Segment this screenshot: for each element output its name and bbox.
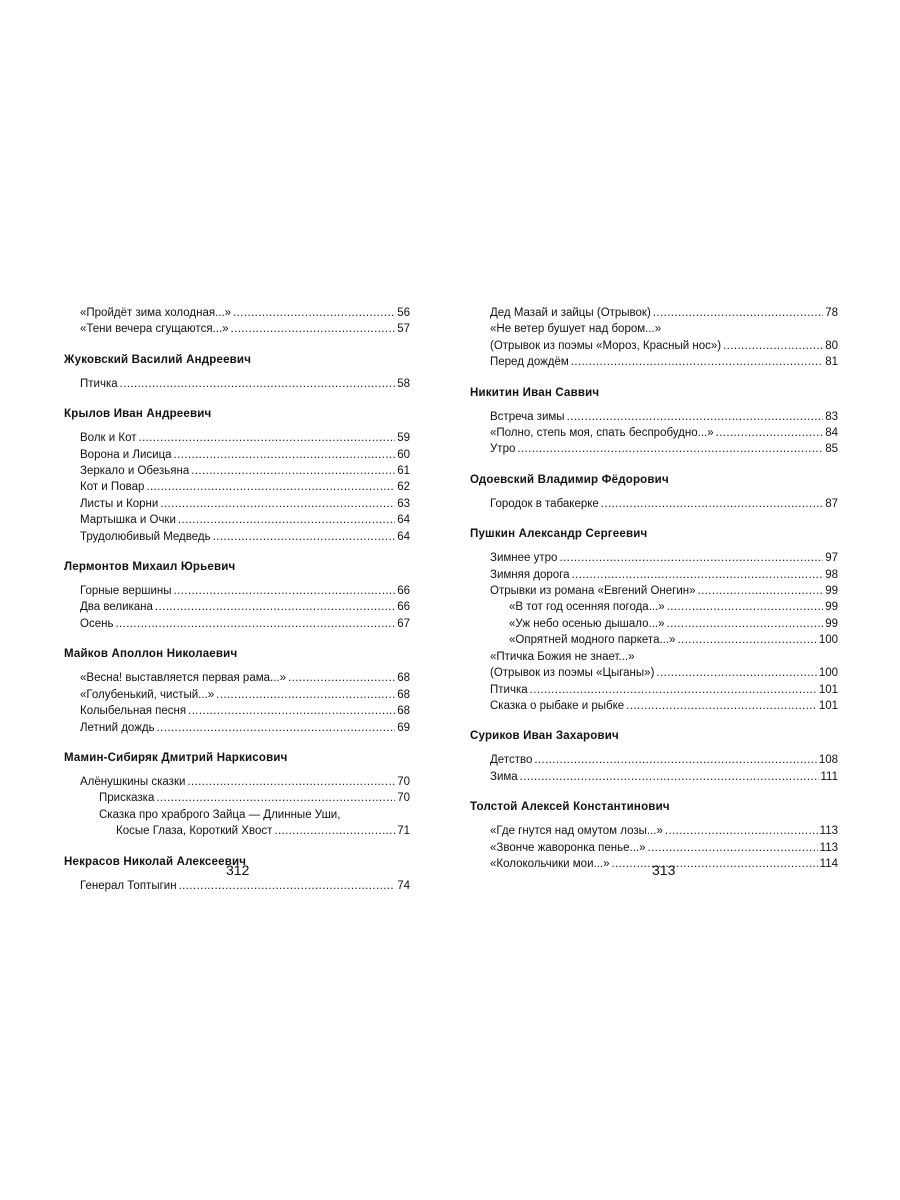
- toc-entry: Зимнее утро . . . 97: [490, 550, 838, 566]
- right-page: [470, 305, 838, 872]
- toc-entry: Сказка о рыбаке и рыбке . . . 101: [490, 698, 838, 714]
- toc-entry: Птичка . . . 101: [490, 682, 838, 698]
- author-heading: Никитин Иван Саввич: [470, 386, 600, 399]
- toc-entry: «Голубенький, чистый...» . . . 68: [80, 687, 410, 703]
- toc-entry-line: «Птичка Божия не знает...»: [490, 650, 635, 663]
- toc-entry: Горные вершины . . . 66: [80, 583, 410, 599]
- toc-entry: Колыбельная песня . . . 68: [80, 703, 410, 719]
- toc-entry: Детство . . . 108: [490, 752, 838, 768]
- toc-entry: «Полно, степь моя, спать беспробудно...» . . . 84: [490, 425, 838, 441]
- author-heading: Крылов Иван Андреевич: [64, 408, 212, 421]
- left-page: [64, 305, 410, 894]
- toc-entry: Перед дождём . . . 81: [490, 354, 838, 370]
- toc-entry: Мартышка и Очки . . . 64: [80, 512, 410, 528]
- toc-entry-line: «Не ветер бушует над бором...»: [490, 323, 662, 336]
- toc-entry: Зимняя дорога . . . 98: [490, 567, 838, 583]
- toc-entry-sub-line: Сказка про храброго Зайца — Длинные Уши,: [99, 808, 341, 821]
- author-heading: Одоевский Владимир Фёдорович: [470, 473, 669, 486]
- toc-entry-sub: «Опрятней модного паркета...» . . . 100: [490, 632, 838, 648]
- toc-entry: Два великана . . . 66: [80, 599, 410, 615]
- author-heading: Мамин-Сибиряк Дмитрий Наркисович: [64, 751, 288, 764]
- toc-entry: (Отрывок из поэмы «Мороз, Красный нос») . . . 80: [490, 338, 838, 354]
- toc-entry: «Весна! выставляется первая рама...» . . . 68: [80, 670, 410, 686]
- toc-entry: Встреча зимы . . . 83: [490, 409, 838, 425]
- page-number: 313: [652, 862, 676, 878]
- toc-entry: «Пройдёт зима холодная...» . . . 56: [80, 305, 410, 321]
- toc-entry: Птичка . . . 58: [80, 376, 410, 392]
- toc-entry: (Отрывок из поэмы «Цыганы») . . . 100: [490, 665, 838, 681]
- page-number: 312: [226, 862, 250, 878]
- author-heading: Пушкин Александр Сергеевич: [470, 528, 648, 541]
- toc-entry: Городок в табакерке . . . 87: [490, 496, 838, 512]
- toc-entry: Осень . . . 67: [80, 616, 410, 632]
- toc-entry: Зеркало и Обезьяна . . . 61: [80, 463, 410, 479]
- toc-entry: Дед Мазай и зайцы (Отрывок) . . . 78: [490, 305, 838, 321]
- author-heading: Майков Аполлон Николаевич: [64, 648, 238, 661]
- toc-entry: «Где гнутся над омутом лозы...» . . . 113: [490, 823, 838, 839]
- toc-entry: Ворона и Лисица . . . 60: [80, 447, 410, 463]
- toc-entry: Кот и Повар . . . 62: [80, 479, 410, 495]
- toc-entry: Генерал Топтыгин . . . 74: [80, 878, 410, 894]
- author-heading: Лермонтов Михаил Юрьевич: [64, 561, 236, 574]
- toc-entry: Волк и Кот . . . 59: [80, 430, 410, 446]
- toc-entry: Алёнушкины сказки . . . 70: [80, 774, 410, 790]
- toc-entry: Листы и Корни . . . 63: [80, 496, 410, 512]
- toc-entry: Зима . . . 111: [490, 769, 838, 785]
- author-heading: Суриков Иван Захарович: [470, 730, 619, 743]
- toc-entry: «Тени вечера сгущаются...» . . . 57: [80, 321, 410, 337]
- toc-entry: Утро . . . 85: [490, 441, 838, 457]
- author-heading: Жуковский Василий Андреевич: [64, 353, 252, 366]
- toc-entry: Отрывки из романа «Евгений Онегин» . . . 99: [490, 583, 838, 599]
- toc-entry: Летний дождь . . . 69: [80, 720, 410, 736]
- toc-entry: Трудолюбивый Медведь . . . 64: [80, 529, 410, 545]
- author-heading: Некрасов Николай Алексеевич: [64, 855, 247, 868]
- toc-entry-sub: Косые Глаза, Короткий Хвост . . . 71: [80, 823, 410, 839]
- author-heading: Толстой Алексей Константинович: [470, 801, 670, 814]
- toc-entry-sub: «Уж небо осенью дышало...» . . . 99: [490, 616, 838, 632]
- toc-entry: «Колокольчики мои...» . . . 114: [490, 856, 838, 872]
- toc-entry-sub: «В тот год осенняя погода...» . . . 99: [490, 599, 838, 615]
- toc-entry-sub: Присказка . . . 70: [80, 790, 410, 806]
- toc-entry: «Звонче жаворонка пенье...» . . . 113: [490, 840, 838, 856]
